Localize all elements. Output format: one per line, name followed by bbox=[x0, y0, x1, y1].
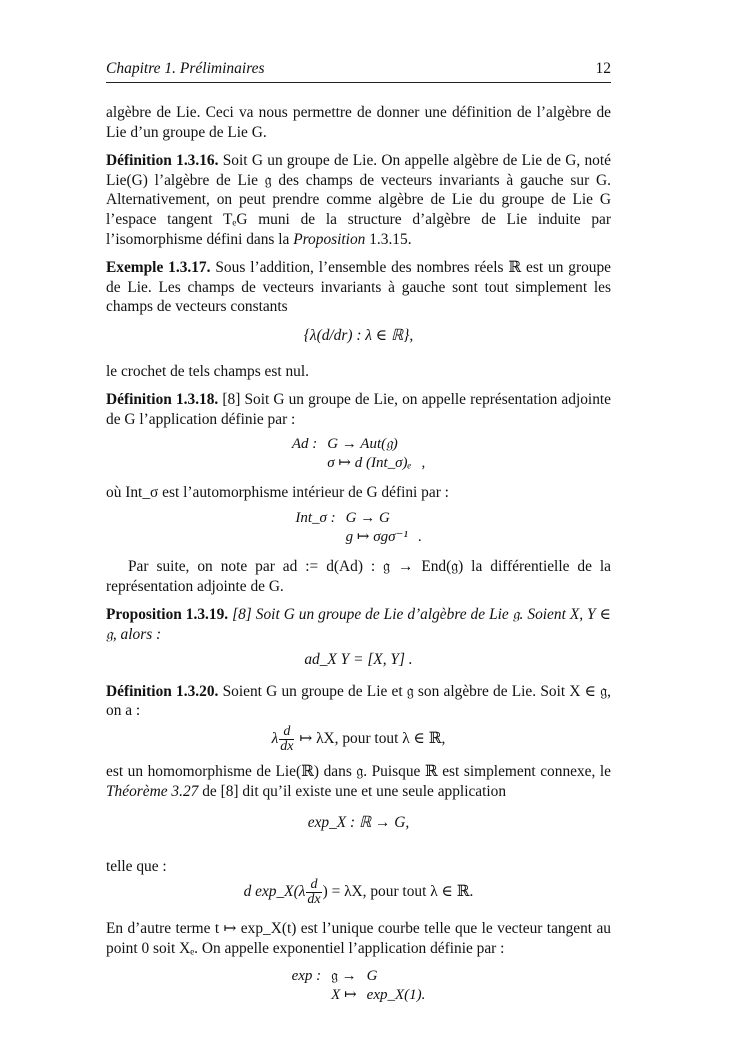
such-that-text: telle que : bbox=[106, 857, 167, 875]
inner-automorphism-map bbox=[290, 509, 426, 547]
lambda-symbol: λ bbox=[271, 730, 279, 748]
example-label: Exemple 1.3.17. bbox=[106, 259, 211, 277]
intro-paragraph: algèbre de Lie. Ceci va nous permettre de donner une définition de l’algèbre de Lie d’un groupe de Lie G. bbox=[106, 104, 611, 141]
example-text: Sous l’addition, l’ensemble des nombres réels ℝ est un groupe de Lie. Les champs de vecteurs invariants à gauche sont tout simplement les champs de vecteurs constants bbox=[106, 259, 611, 316]
fraction-numerator: d bbox=[306, 878, 321, 893]
map-row-1: G → G bbox=[345, 509, 390, 526]
definition-1-3-18 bbox=[106, 390, 611, 429]
chapter-title: Chapitre 1. Préliminaires bbox=[106, 60, 265, 77]
display-equation-homomorphism bbox=[106, 725, 611, 754]
map-row-2: σ ↦ d (Int_σ)ₑ bbox=[327, 455, 412, 472]
display-equation-constants: {λ(d/dr) : λ ∈ ℝ}, bbox=[303, 326, 414, 344]
definition-text: Soient G un groupe de Lie et 𝔤 son algèbre de Lie. Soit X ∈ 𝔤, on a : bbox=[106, 682, 611, 720]
map-row-1: G → Aut(𝔤) bbox=[327, 436, 398, 453]
map-punct: , bbox=[421, 455, 426, 472]
derivative-fraction bbox=[279, 725, 294, 754]
text-part: est un homomorphisme de Lie(ℝ) dans 𝔤. Puisque ℝ est simplement connexe, le bbox=[106, 763, 611, 781]
map-row-1-right: G bbox=[366, 967, 378, 984]
definition-label: Définition 1.3.16. bbox=[106, 152, 219, 170]
display-equation-exp: exp_X : ℝ → G, bbox=[307, 814, 410, 832]
definition-1-3-20 bbox=[106, 682, 611, 721]
map-name: Int_σ : bbox=[295, 509, 336, 526]
proposition-label: Proposition 1.3.19. bbox=[106, 606, 229, 624]
adjoint-differential-paragraph: Par suite, on note par ad := d(Ad) : 𝔤 → End(𝔤) la différentielle de la représentation adjointe de G. bbox=[106, 557, 611, 595]
definition-label: Définition 1.3.20. bbox=[106, 682, 219, 700]
equation-left: d exp_X(λ bbox=[243, 883, 306, 901]
definition-text: Soit G un groupe de Lie. On appelle algèbre de Lie de G, noté Lie(G) l’algèbre de Lie 𝔤 des champs de vecteurs invariants à gauche sur G. Alternativement, on peut prendre comme algèbre de Lie du groupe de Lie G l’espace tangent TₑG muni de la structure d’algèbre de Lie induite par l’isomorphisme défini dans la bbox=[106, 152, 611, 248]
fraction-denominator: dx bbox=[307, 892, 321, 908]
text-part: de [8] dit qu’il existe une et une seule application bbox=[202, 782, 507, 800]
proposition-ref-number: 1.3.15. bbox=[369, 230, 412, 248]
equation-rest: ) = λX, pour tout λ ∈ ℝ. bbox=[322, 883, 474, 901]
example-1-3-17 bbox=[106, 258, 611, 317]
map-row-2-left: X ↦ bbox=[331, 986, 357, 1003]
theorem-ref: Théorème 3.27 bbox=[106, 782, 199, 800]
definition-text: [8] Soit G un groupe de Lie, on appelle représentation adjointe de G l’application définie par : bbox=[106, 391, 611, 428]
page-number: 12 bbox=[595, 60, 611, 77]
map-row-2: g ↦ σgσ⁻¹ bbox=[345, 528, 408, 545]
equation-rest: ↦ λX, pour tout λ ∈ ℝ, bbox=[299, 730, 446, 748]
map-row-1-left: 𝔤 → bbox=[331, 967, 357, 984]
proposition-ref: Proposition bbox=[293, 230, 366, 248]
map-row-2-right: exp_X(1). bbox=[366, 986, 426, 1003]
proposition-text: [8] Soit G un groupe de Lie d’algèbre de Lie 𝔤. Soient X, Y ∈ 𝔤, alors : bbox=[106, 606, 611, 643]
exponential-text: En d’autre terme t ↦ exp_X(t) est l’unique courbe telle que le vecteur tangent au point 0 soit Xₑ. On appelle exponentiel l’application définie par : bbox=[106, 920, 611, 958]
display-equation-bracket: ad_X Y = [X, Y] . bbox=[304, 651, 413, 669]
fraction-denominator: dx bbox=[280, 739, 294, 755]
adjoint-map bbox=[287, 435, 430, 473]
page-body bbox=[106, 103, 611, 1015]
display-equation-derivative bbox=[106, 878, 611, 907]
definition-label: Définition 1.3.18. bbox=[106, 391, 219, 409]
map-punct: . bbox=[417, 528, 422, 545]
example-after-text: le crochet de tels champs est nul. bbox=[106, 362, 310, 380]
derivative-fraction bbox=[306, 878, 321, 907]
fraction-numerator: d bbox=[279, 725, 294, 740]
proposition-1-3-19 bbox=[106, 605, 611, 644]
automorphism-text: où Int_σ est l’automorphisme intérieur de G défini par : bbox=[106, 484, 449, 502]
running-header bbox=[106, 60, 611, 83]
map-name: exp : bbox=[291, 967, 322, 984]
exponential-map bbox=[287, 967, 431, 1005]
homomorphism-text bbox=[106, 762, 611, 801]
map-name: Ad : bbox=[291, 436, 318, 453]
definition-1-3-16 bbox=[106, 151, 611, 249]
